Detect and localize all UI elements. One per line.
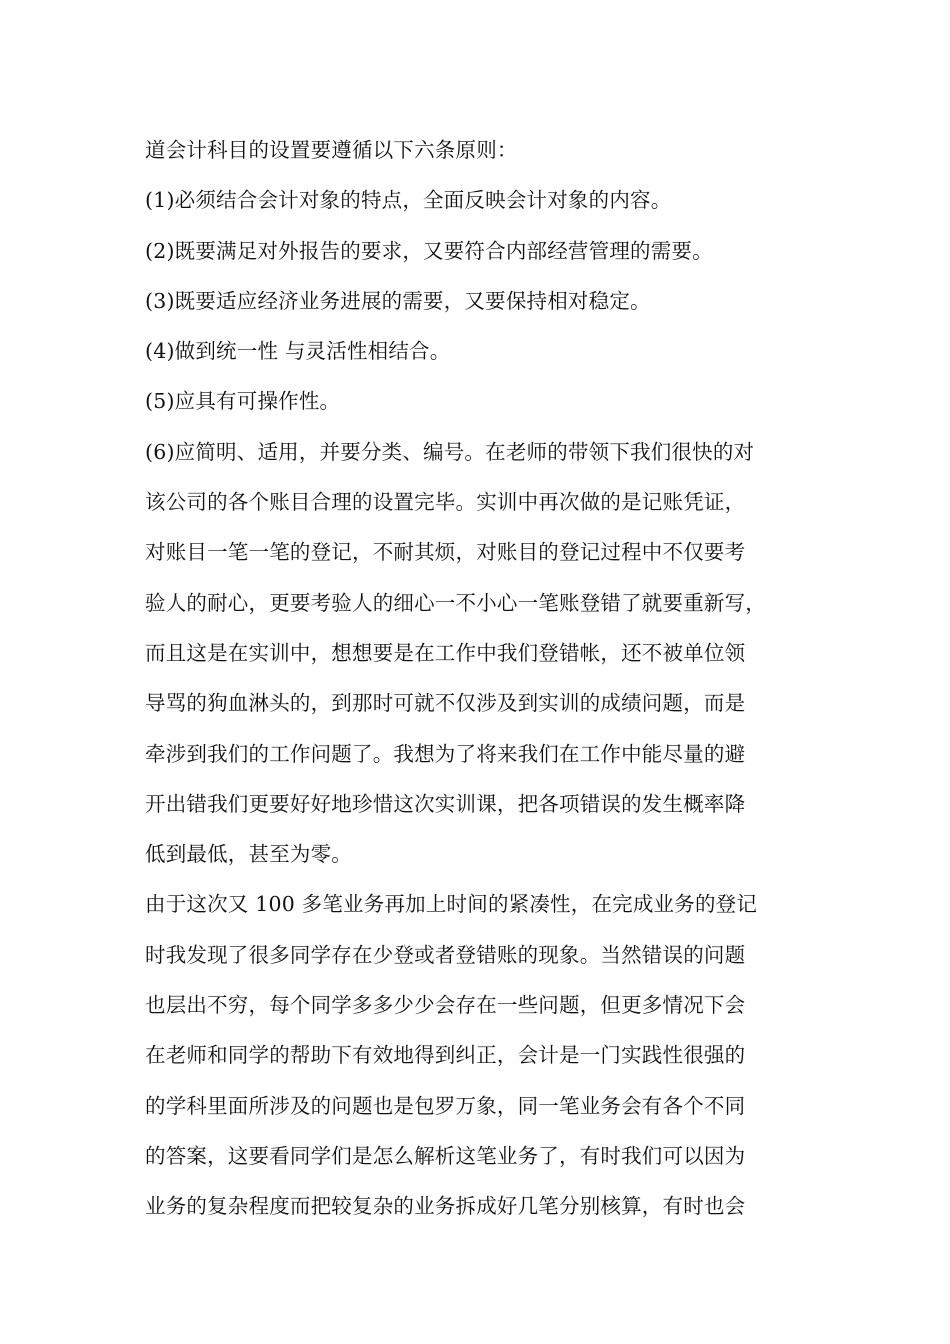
document-body	[145, 125, 835, 1232]
text-line: (1)必须结合会计对象的特点，全面反映会计对象的内容。	[145, 188, 672, 213]
text-line: 导骂的狗血淋头的，到那时可就不仅涉及到实训的成绩问题，而是	[145, 691, 746, 716]
text-line: 验人的耐心，更要考验人的细心一不小心一笔账登错了就要重新写，	[145, 590, 766, 615]
text-line: (4)做到统一性 与灵活性相结合。	[145, 339, 451, 364]
text-line: 对账目一笔一笔的登记，不耐其烦，对账目的登记过程中不仅要考	[145, 540, 746, 565]
text-line: (6)应简明、适用，并要分类、编号。在老师的带领下我们很快的对	[145, 439, 755, 464]
text-line: 该公司的各个账目合理的设置完毕。实训中再次做的是记账凭证，	[145, 490, 746, 515]
text-line: 也层出不穷，每个同学多多少少会存在一些问题，但更多情况下会	[145, 993, 746, 1018]
text-line: 道会计科目的设置要遵循以下六条原则：	[145, 138, 518, 162]
text-line: 在老师和同学的帮助下有效地得到纠正，会计是一门实践性很强的	[145, 1043, 746, 1068]
text-line: 牵涉到我们的工作问题了。我想为了将来我们在工作中能尽量的避	[145, 741, 746, 766]
text-line: 开出错我们更要好好地珍惜这次实训课，把各项错误的发生概率降	[145, 791, 746, 816]
text-line: (5)应具有可操作性。	[145, 389, 341, 414]
text-line: 而且这是在实训中，想想要是在工作中我们登错帐，还不被单位领	[145, 640, 746, 665]
text-line: 业务的复杂程度而把较复杂的业务拆成好几笔分别核算，有时也会	[145, 1194, 746, 1219]
text-line: 的学科里面所涉及的问题也是包罗万象，同一笔业务会有各个不同	[145, 1093, 746, 1118]
text-line: 由于这次又 100 多笔业务再加上时间的紧凑性，在完成业务的登记	[145, 892, 758, 917]
text-line: (2)既要满足对外报告的要求，又要符合内部经营管理的需要。	[145, 238, 713, 263]
text-line: 时我发现了很多同学存在少登或者登错账的现象。当然错误的问题	[145, 942, 746, 967]
text-line: 低到最低，甚至为零。	[145, 842, 352, 867]
text-line: 的答案，这要看同学们是怎么解析这笔业务了，有时我们可以因为	[145, 1143, 746, 1168]
text-line: (3)既要适应经济业务进展的需要，又要保持相对稳定。	[145, 288, 651, 313]
